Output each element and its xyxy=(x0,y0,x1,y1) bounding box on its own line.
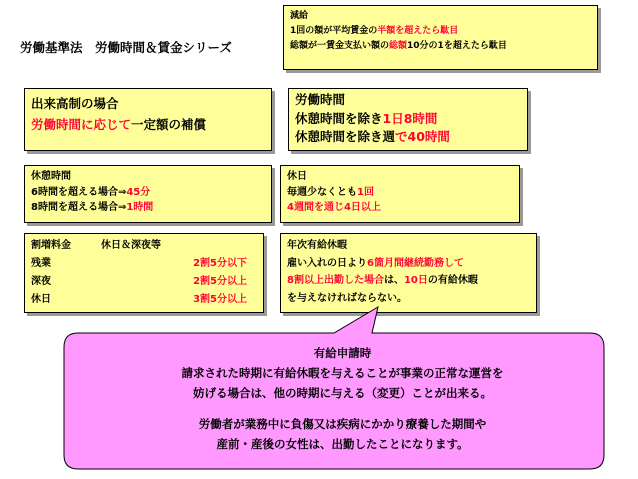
callout-paragraph-2-line-1: 労働者が業務中に負傷又は疾病にかかり療養した期間や xyxy=(198,417,487,431)
flat-pay-text: 労働時間に応じて一定額の補償 xyxy=(31,117,207,132)
reduction-line-1: 1回の額が平均賃金の半額を超えたら駄目 xyxy=(290,26,459,36)
annual-leave-line-3: を与えなければならない。 xyxy=(287,292,407,304)
series-title: 労働基準法 労働時間＆賃金シリーズ xyxy=(20,40,232,55)
callout-title: 有給申請時 xyxy=(313,346,372,360)
holiday-line-1: 毎週少なくとも1回 xyxy=(287,186,374,198)
break-time-line-1: 6時間を超える場合⇒45分 xyxy=(31,186,151,198)
holiday-line-2: 4週間を通じ4日以上 xyxy=(287,202,381,213)
callout-paragraph-2-line-2: 産前・産後の女性は、出勤したことになります。 xyxy=(216,437,469,451)
premium-row: 残業 2割5分以下 xyxy=(31,258,247,269)
callout-paragraph-1-line-2: 妨げる場合は、他の時期に与える（変更）ことが出来る。 xyxy=(193,386,492,400)
break-time-line-2: 8時間を超える場合⇒1時間 xyxy=(31,202,154,213)
premium-row: 休日 3割5分以上 xyxy=(31,294,247,305)
premium-header: 割増料金 休日＆深夜等 xyxy=(31,240,161,251)
callout-paragraph-1-line-1: 請求された時期に有給休暇を与えることが事業の正常な運営を xyxy=(181,366,504,380)
annual-leave-line-1: 雇い入れの日より6箇月間継続勤務して xyxy=(287,257,464,269)
reduction-line-2: 総額が一賃金支払い額の総額10分の1を超えたら駄目 xyxy=(290,41,507,51)
working-hours-line-2: 休憩時間を除き週で40時間 xyxy=(295,129,450,144)
working-hours-line-1: 休憩時間を除き1日8時間 xyxy=(295,110,438,126)
reduction-title: 減給 xyxy=(290,11,309,21)
annual-leave-title: 年次有給休暇 xyxy=(287,240,347,251)
flat-pay-title: 出来高制の場合 xyxy=(31,96,119,111)
annual-leave-line-2: 8割以上出勤した場合は、10日の有給休暇 xyxy=(287,275,478,286)
working-hours-title: 労働時間 xyxy=(295,92,346,107)
break-time-title: 休憩時間 xyxy=(31,171,71,182)
premium-row: 深夜 2割5分以上 xyxy=(31,276,247,287)
callout-text xyxy=(80,343,605,454)
holiday-title: 休日 xyxy=(287,171,307,182)
